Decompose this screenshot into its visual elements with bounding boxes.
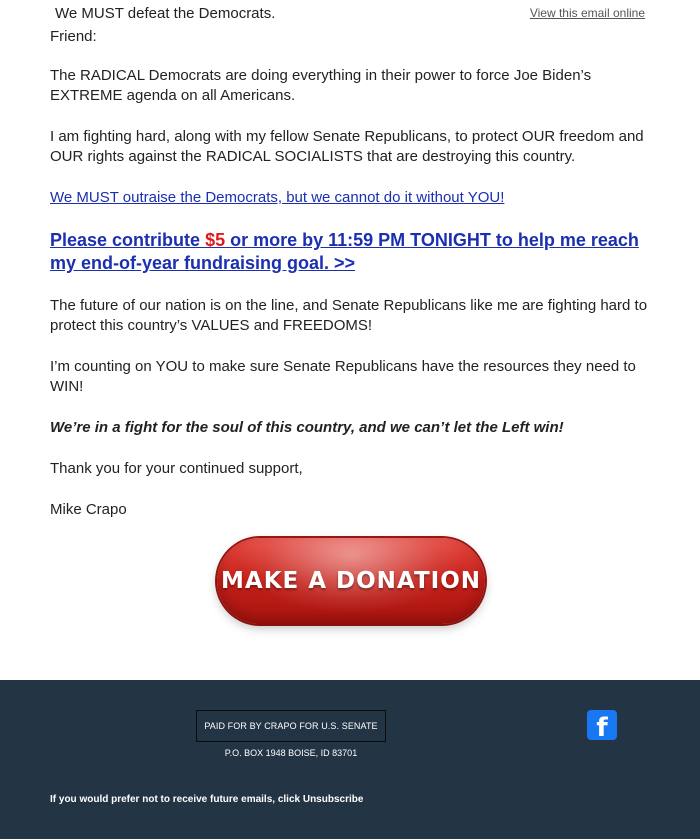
make-donation-button[interactable]: MAKE A DONATION [217,538,485,624]
unsubscribe-text [50,794,363,805]
email-footer [0,680,700,839]
paragraph-future-of-nation: The future of our nation is on the line, and Senate Republicans like me are fighting hard to protect this country’s VALUES and FREEDOMS! [50,297,648,334]
emphasis-paragraph: We’re in a fight for the soul of this country, and we can’t let the Left win! [50,419,564,436]
outraise-link[interactable]: We MUST outraise the Democrats, but we cannot do it without YOU! [50,189,505,206]
contribute-link[interactable] [50,229,650,275]
email-header [0,5,700,25]
facebook-icon[interactable]: f [587,710,617,740]
paragraph-fighting-hard: I am fighting hard, along with my fellow Senate Republicans, to protect OUR freedom and OUR rights against the RADICAL SOCIALISTS that are destroying this country. [50,128,644,165]
unsubscribe-prefix: If you would prefer not to receive future emails, click [50,794,303,805]
paid-for-disclaimer: PAID FOR BY CRAPO FOR U.S. SENATE [196,710,386,742]
paragraph-radical-democrats: The RADICAL Democrats are doing everything in their power to force Joe Biden’s EXTREME agenda on all Americans. [50,67,592,104]
paragraph-counting-on-you: I’m counting on YOU to make sure Senate Republicans have the resources they need to WIN! [50,358,636,395]
email-body [50,27,650,541]
contribute-amount: $5 [205,230,226,250]
contribute-prefix: Please contribute [50,230,206,250]
unsubscribe-link[interactable]: Unsubscribe [302,794,364,805]
preheader-text: We MUST defeat the Democrats. [55,5,276,22]
view-online-link[interactable]: View this email online [529,6,645,20]
outraise-paragraph [50,188,650,208]
greeting: Friend: [50,28,97,45]
signoff-name: Mike Crapo [50,501,127,518]
contribute-suffix: or more by 11:59 PM TONIGHT to help me reach my end-of-year fundraising goal. >> [50,230,639,273]
donate-button-wrap [217,538,485,624]
signoff-thanks: Thank you for your continued support, [50,460,303,477]
mailing-address: P.O. BOX 1948 BOISE, ID 83701 [224,748,358,758]
